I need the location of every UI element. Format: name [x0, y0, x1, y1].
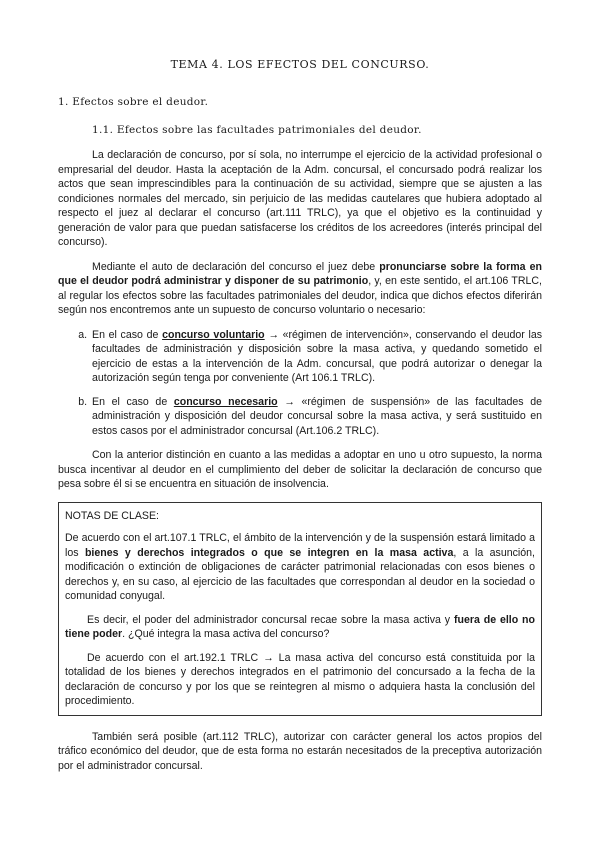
note-2-bold: fuera de ello no tiene poder — [65, 613, 536, 640]
list-item-term: concurso voluntario — [162, 328, 265, 341]
paragraph-2-bold: pronunciarse sobre la forma en que el deudor podrá administrar y disponer de su patrimonio — [58, 260, 542, 287]
document-title: TEMA 4. LOS EFECTOS DEL CONCURSO. — [170, 58, 430, 71]
subsection-heading: 1.1. Efectos sobre las facultades patrimoniales del deudor. — [92, 124, 422, 136]
list-item-text: En el caso de — [92, 395, 174, 408]
note-2-text: Es decir, el poder del administrador concursal recae sobre la masa activa y — [87, 613, 454, 626]
note-1-text-end: , a la asunción, modificación o extinción de obligaciones de carácter patrimonial relacionadas con esos bienes o derechos y, en su caso, al ejercicio de las facultades que correspondan al deudor en la sociedad o comunidad conyugal. — [65, 546, 535, 602]
note-2 — [65, 613, 535, 642]
list-item-voluntario — [90, 328, 542, 386]
paragraph-3: Con la anterior distinción en cuanto a las medidas a adoptar en uno u otro supuesto, la norma busca incentivar al deudor en el cumplimiento del deber de solicitar la declaración de concurso que pesa sobre él si se encuentra en situación de insolvencia. — [58, 449, 542, 490]
list-item-term: concurso necesario — [173, 395, 278, 408]
list-item-text: En el caso de — [92, 328, 163, 341]
class-notes-box — [58, 502, 542, 716]
note-1 — [65, 531, 535, 604]
document-body — [58, 148, 542, 783]
note-1-bold: bienes y derechos integrados o que se integren en la masa activa — [84, 546, 454, 559]
list-item-necesario — [90, 395, 542, 439]
note-1-text: De acuerdo con el art.107.1 TRLC, el ámbito de la intervención y de la suspensión estará limitado a los — [65, 532, 535, 559]
paragraph-2 — [58, 260, 542, 318]
paragraph-1: La declaración de concurso, por sí sola, no interrumpe el ejercicio de la actividad profesional o empresarial del deudor. Hasta la aceptación de la Adm. concursal, el concursado podrá realizar los actos que sean imprescindibles para la continuación de su actividad, siempre que se ajusten a las condiciones normales del mercado, sin perjuicio de las medidas cautelares que hubiera adoptado al respecto el juez al declarar el concurso (art.111 TRLC), ya que el objetivo es la continuidad y generación de valor para que puedan satisfacerse los créditos de los acreedores (interés principal del concurso). — [58, 149, 542, 248]
paragraph-2-text: Mediante el auto de declaración del concurso el juez debe — [92, 260, 380, 273]
paragraph-2-text-end: , y, en este sentido, el art.106 TRLC, al regular los efectos sobre las facultades patrimoniales del deudor, indica que dichos efectos diferirán según nos encontremos ante un supuesto de concurso voluntario o necesario: — [58, 275, 543, 316]
regime-list — [58, 328, 542, 439]
list-item-text: → «régimen de intervención», conservando el deudor las facultades de administración y disposición sobre la masa activa, y quedando sometido el ejercicio de estas a la intervención de la Adm. concursal, que podrá autorizar o denegar la autorización según tenga por conveniente (Art 106.1 TRLC). — [92, 328, 543, 384]
section-heading: 1. Efectos sobre el deudor. — [58, 96, 209, 108]
list-item-text: → «régimen de suspensión» de las facultades de administración y disposición del deudor concursal sobre la masa activa, y será sustituido en estos casos por el administrador concursal (Art.106.2 TRLC). — [92, 395, 543, 437]
paragraph-4: También será posible (art.112 TRLC), autorizar con carácter general los actos propios del tráfico económico del deudor, que de esta forma no estarán necesitados de la preceptiva autorización por el administrador concursal. — [58, 730, 542, 772]
note-3: De acuerdo con el art.192.1 TRLC → La masa activa del concurso está constituida por la totalidad de los bienes y derechos integrados en el patrimonio del concursado a la fecha de la declaración de concurso y por los que se reintegren al mismo o adquiera hasta la conclusión del procedimiento. — [65, 651, 535, 707]
note-2-text-end: . ¿Qué integra la masa activa del concurso? — [122, 628, 330, 640]
notes-title: NOTAS DE CLASE: — [65, 509, 159, 522]
